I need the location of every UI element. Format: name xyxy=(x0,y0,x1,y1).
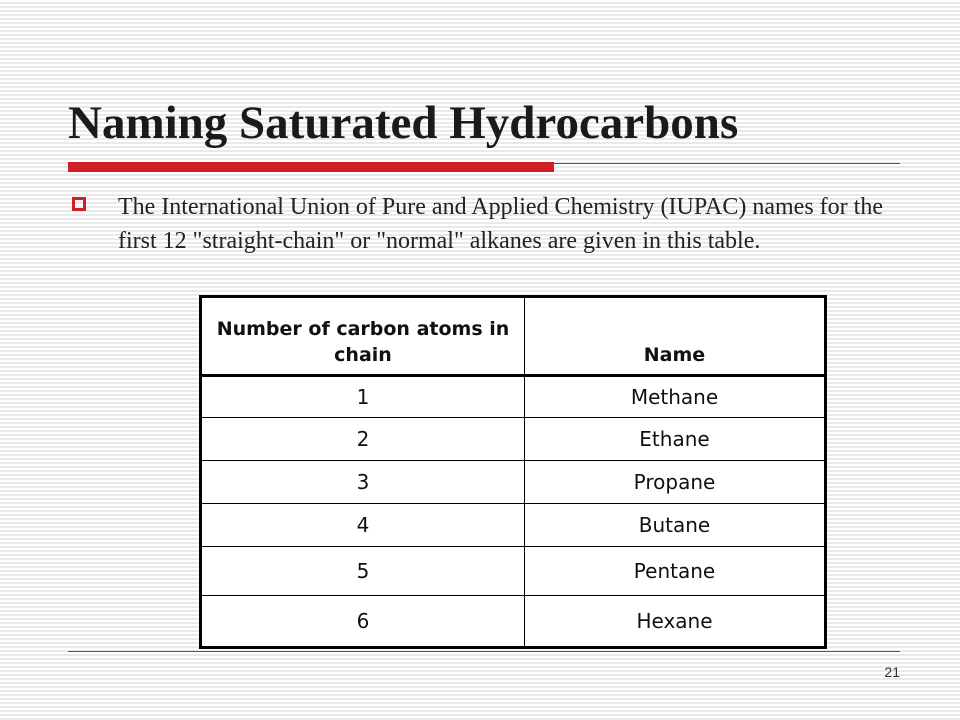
cell-carbon-count: 3 xyxy=(201,461,525,504)
cell-alkane-name: Hexane xyxy=(525,596,826,648)
title-underline-thick xyxy=(68,162,554,172)
table-row xyxy=(201,596,826,648)
header-name: Name xyxy=(525,297,826,376)
cell-alkane-name: Pentane xyxy=(525,547,826,596)
table-header-row xyxy=(201,297,826,376)
table-row xyxy=(201,376,826,418)
cell-alkane-name: Methane xyxy=(525,376,826,418)
slide-title: Naming Saturated Hydrocarbons xyxy=(68,97,739,149)
table-row xyxy=(201,461,826,504)
page-number: 21 xyxy=(884,664,900,680)
hollow-square-bullet-icon xyxy=(72,197,86,211)
header-carbon-count: Number of carbon atoms in chain xyxy=(201,297,525,376)
cell-carbon-count: 5 xyxy=(201,547,525,596)
cell-carbon-count: 4 xyxy=(201,504,525,547)
cell-alkane-name: Propane xyxy=(525,461,826,504)
alkane-table xyxy=(199,295,827,649)
footer-divider xyxy=(68,651,900,652)
cell-alkane-name: Butane xyxy=(525,504,826,547)
cell-carbon-count: 1 xyxy=(201,376,525,418)
title-underline-thin xyxy=(554,163,900,164)
table-row xyxy=(201,547,826,596)
cell-carbon-count: 2 xyxy=(201,418,525,461)
table-row xyxy=(201,418,826,461)
cell-alkane-name: Ethane xyxy=(525,418,826,461)
table-row xyxy=(201,504,826,547)
bullet-text: The International Union of Pure and Applied Chemistry (IUPAC) names for the first 12 "straight-chain" or "normal" alkanes are given in this table. xyxy=(118,194,883,254)
cell-carbon-count: 6 xyxy=(201,596,525,648)
